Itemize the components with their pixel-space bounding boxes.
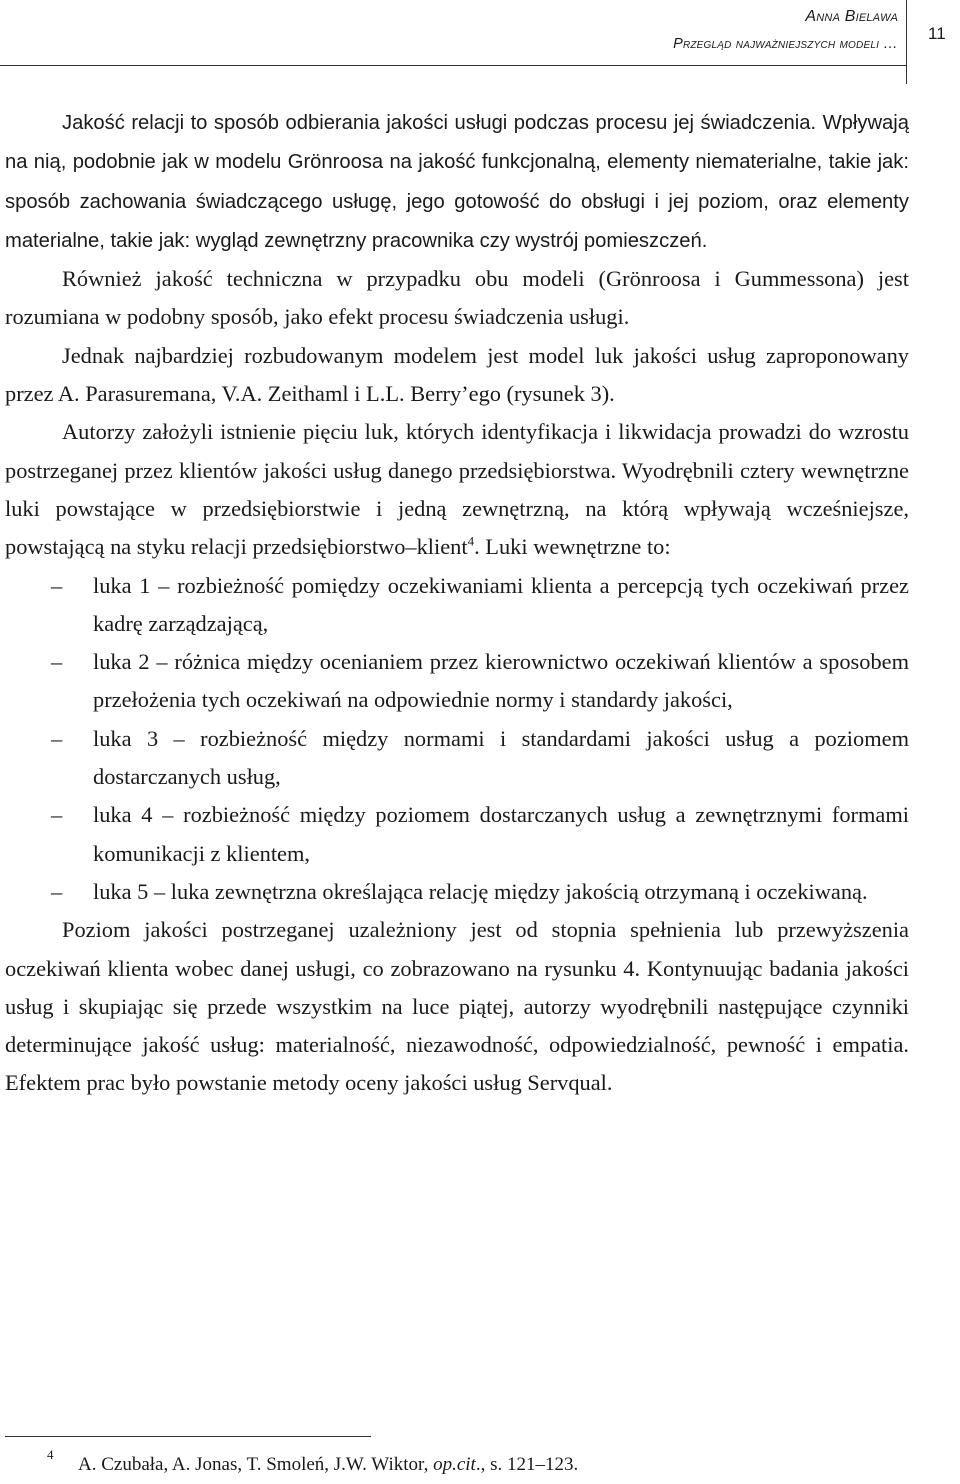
dash-bullet: – [51,725,63,751]
main-text [5,103,909,1103]
header-rule [0,65,906,66]
paragraph-perceived-quality: Poziom jakości postrzeganej uzależniony jest od stopnia spełnienia lub przewyższenia oczekiwań klienta wobec danej usługi, co zobrazowano na rysunku 4. Kontynuując badania jakości usług i skupiając się przede wszystkim na luce piątej, autorzy wyodrębnili następujące czynniki determinujące jakość usług: materialność, niezawodność, odpowiedzialność, pewność i empatia. Efektem prac było powstanie metody oceny jakości usług Servqual. [5,917,909,1096]
list-item-text: luka 5 – luka zewnętrzna określająca relację między jakością otrzymaną i oczekiwaną. [93,878,868,904]
list-item [5,873,909,911]
footnote-citation: A. Czubała, A. Jonas, T. Smoleń, J.W. Wiktor, [78,1454,434,1475]
list-item [5,796,909,873]
dash-bullet: – [51,878,63,904]
paragraph-gap-model: Jednak najbardziej rozbudowanym modelem jest model luk jakości usług zaproponowany przez A. Parasuremana, V.A. Zeithaml i L.L. Berry’ego (rysunek 3). [5,342,909,407]
footnote-op-cit: op.cit [433,1454,476,1475]
running-header [0,0,960,84]
header-running-title: Przegląd najważniejszych modeli … [673,36,898,52]
list-item-text: luka 2 – różnica między ocenianiem przez kierownictwo oczekiwań klientów a sposobem przełożenia tych oczekiwań na odpowiednie normy i standardy jakości, [93,649,909,713]
page-number: 11 [928,24,946,43]
header-vertical-rule [906,0,907,84]
dash-bullet: – [51,649,63,675]
paragraph-text: . Luki wewnętrzne to: [474,534,671,560]
list-item-text: luka 3 – rozbieżność między normami i standardami jakości usług a poziomem dostarczanych usług, [93,725,909,790]
paragraph-technical-quality: Również jakość techniczna w przypadku obu modeli (Grönroosa i Gummessona) jest rozumiana w podobny sposób, jako efekt procesu świadczenia usługi. [5,266,909,330]
header-author: Anna Bielawa [805,8,898,25]
list-item [5,720,909,797]
footnote-number: 4 [47,1447,54,1462]
dash-bullet: – [51,572,63,598]
paragraph-text: Autorzy założyli istnienie pięciu luk, których identyfikacja i likwidacja prowadzi do wzrostu postrzeganej przez klientów jakości usług danego przedsiębiorstwa. Wyodrębnili cztery wewnętrzne luki powstające w przedsiębiorstwie i jedną zewnętrzną, na którą wpływają wcześniejsze, powstającą na styku relacji przedsiębiorstwo–klient [5,419,909,560]
paragraph-relation-quality [5,103,909,260]
list-item [5,643,909,720]
dash-bullet: – [51,802,63,828]
list-item-text: luka 1 – rozbieżność pomiędzy oczekiwaniami klienta a percepcją tych oczekiwań przez kadrę zarządzającą, [93,572,909,636]
footnote-text [78,1454,578,1476]
list-item [5,567,909,644]
footnote-pages: ., s. 121–123. [475,1454,579,1475]
gap-list [5,567,909,912]
paragraph-text: Jakość relacji to sposób odbierania jakości usługi podczas procesu jej świadczenia. Wpływają na nią, podobnie jak w modelu Grönroosa na jakość funkcjonalną, elementy niematerialne, takie jak: sposób zachowania świadczącego usługę, jego gotowość do obsługi i jej poziom, [5,112,909,213]
paragraph-text: oraz elementy materialne, takie jak: wygląd zewnętrzny pracownika czy wystrój pomieszczeń. [5,190,909,252]
list-item-text: luka 4 – rozbieżność między poziomem dostarczanych usług a zewnętrznymi formami komunikacji z klientem, [93,802,909,866]
footnote-reference[interactable]: 4 [467,533,475,549]
paragraph-authors [5,413,909,566]
footnote-separator [5,1436,371,1437]
